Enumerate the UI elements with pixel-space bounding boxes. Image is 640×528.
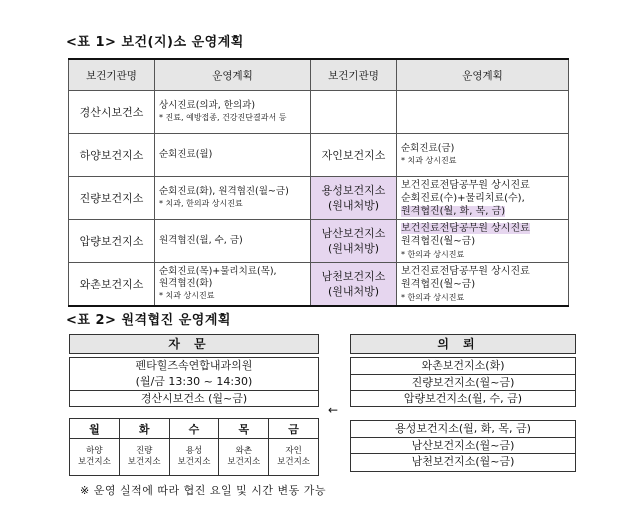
table-row xyxy=(69,134,569,177)
advisory-line: 펜타힐즈속연합내과의원 xyxy=(135,359,253,372)
table-row xyxy=(69,220,569,263)
plan-cell xyxy=(397,220,569,263)
plan-line: 순회진료(목)+물리치료(목), xyxy=(159,266,277,277)
place-cell xyxy=(169,439,219,476)
plan-line: 원격협진(화) xyxy=(159,278,213,289)
plan-line: 상시진료(의과, 한의과) xyxy=(159,100,256,111)
header-org-right: 보건기관명 xyxy=(311,59,397,91)
org-name-sub: (원내처방) xyxy=(327,199,380,212)
weekday-row xyxy=(70,419,319,439)
plan-note: * 한의과 상시진료 xyxy=(401,249,465,259)
weekday-cell: 목 xyxy=(219,419,269,439)
table1-header-row xyxy=(69,59,569,91)
health-center-plan-table xyxy=(68,58,569,307)
plan-cell xyxy=(155,91,311,134)
table2-title: <표 2> 원격협진 운영계획 xyxy=(66,313,231,328)
plan-note: * 한의과 상시진료 xyxy=(401,292,465,302)
plan-note: * 진료, 예방접종, 건강진단결과서 등 xyxy=(159,113,287,122)
left-arrow-icon: ← xyxy=(328,403,339,417)
table-row xyxy=(69,177,569,220)
place-row xyxy=(70,439,319,476)
header-org-left: 보건기관명 xyxy=(69,59,155,91)
org-name-highlighted xyxy=(311,263,397,307)
plan-note: * 치과 상시진료 xyxy=(401,156,457,165)
place-line: 진량 xyxy=(135,446,153,456)
plan-cell xyxy=(155,177,311,220)
plan-line: 순회진료(화), 원격협진(월~금) xyxy=(159,186,289,197)
org-name-line: 남산보건지소 xyxy=(321,227,386,240)
org-name: 진량보건지소 xyxy=(69,177,155,220)
plan-line: 원격협진(월~금) xyxy=(401,235,476,247)
weekday-cell: 월 xyxy=(70,419,120,439)
advisory-line: (월/금 13:30 ~ 14:30) xyxy=(70,374,318,391)
plan-line: 보건진료전담공무원 상시진료 xyxy=(401,265,530,277)
plan-line: 순회진료(금) xyxy=(401,143,455,154)
consult-group-1 xyxy=(350,357,576,407)
table1-title: <표 1> 보건(지)소 운영계획 xyxy=(66,35,244,50)
plan-cell-empty xyxy=(397,91,569,134)
plan-note: * 치과 상시진료 xyxy=(159,291,215,300)
table-row xyxy=(69,263,569,307)
consult-line: 남산보건지소(월~금) xyxy=(351,438,575,455)
plan-cell xyxy=(155,263,311,307)
plan-line: 순회진료(수)+물리치료(수), xyxy=(401,192,525,204)
place-line: 자인 xyxy=(285,446,302,456)
org-name: 와촌보건지소 xyxy=(69,263,155,307)
place-line: 용성 xyxy=(185,446,203,456)
weekday-cell: 수 xyxy=(169,419,219,439)
plan-line: 순회진료(월) xyxy=(159,149,213,160)
org-name: 경산시보건소 xyxy=(69,91,155,134)
place-cell xyxy=(269,439,319,476)
place-line: 보건지소 xyxy=(277,457,311,467)
plan-line-highlighted: 원격협진(월, 화, 목, 금) xyxy=(401,205,506,217)
consult-line: 압량보건지소(월, 수, 금) xyxy=(403,392,523,406)
place-line: 보건지소 xyxy=(77,457,111,467)
org-name-empty xyxy=(311,91,397,134)
weekday-schedule-table xyxy=(69,418,319,476)
plan-line: 원격협진(월~금) xyxy=(401,278,476,290)
place-line: 와촌 xyxy=(235,446,252,456)
org-name: 하양보건지소 xyxy=(69,134,155,177)
consult-line: 와촌보건지소(화) xyxy=(351,358,575,375)
weekday-cell: 화 xyxy=(119,419,169,439)
plan-cell xyxy=(397,177,569,220)
plan-line: 보건진료전담공무원 상시진료 xyxy=(401,179,530,191)
plan-note: * 치과, 한의과 상시진료 xyxy=(159,199,243,208)
place-cell xyxy=(119,439,169,476)
table-row xyxy=(69,91,569,134)
org-name-highlighted xyxy=(311,177,397,220)
org-name-highlighted xyxy=(311,220,397,263)
consult-header: 의뢰 xyxy=(350,334,576,354)
org-name-sub: (원내처방) xyxy=(327,242,380,255)
consult-line: 진량보건지소(월~금) xyxy=(351,375,575,392)
place-line: 보건지소 xyxy=(177,457,211,467)
plan-cell xyxy=(155,220,311,263)
place-cell xyxy=(219,439,269,476)
org-name: 압량보건지소 xyxy=(69,220,155,263)
org-name-line: 용성보건지소 xyxy=(321,184,386,197)
org-name: 자인보건지소 xyxy=(311,134,397,177)
plan-line-highlighted: 보건진료전담공무원 상시진료 xyxy=(401,222,530,234)
org-name-sub: (원내처방) xyxy=(327,285,380,298)
advisory-box xyxy=(69,357,319,407)
header-plan-left: 운영계획 xyxy=(155,59,311,91)
place-line: 보건지소 xyxy=(127,457,161,467)
consult-line: 용성보건지소(월, 화, 목, 금) xyxy=(351,421,575,438)
org-name-line: 남천보건지소 xyxy=(321,270,386,283)
place-cell xyxy=(70,439,120,476)
plan-cell xyxy=(155,134,311,177)
place-line: 보건지소 xyxy=(227,457,261,467)
place-line: 하양 xyxy=(86,446,103,456)
advisory-line: 경산시보건소 (월~금) xyxy=(140,392,248,405)
footnote: ※ 운영 실적에 따라 협진 요일 및 시간 변동 가능 xyxy=(80,484,326,497)
advisory-header: 자문 xyxy=(69,334,319,354)
consult-group-2 xyxy=(350,420,576,472)
plan-line: 원격협진(월, 수, 금) xyxy=(159,235,243,246)
header-plan-right: 운영계획 xyxy=(397,59,569,91)
plan-cell xyxy=(397,263,569,307)
weekday-cell: 금 xyxy=(269,419,319,439)
consult-line: 남천보건지소(월~금) xyxy=(411,455,515,469)
plan-cell xyxy=(397,134,569,177)
